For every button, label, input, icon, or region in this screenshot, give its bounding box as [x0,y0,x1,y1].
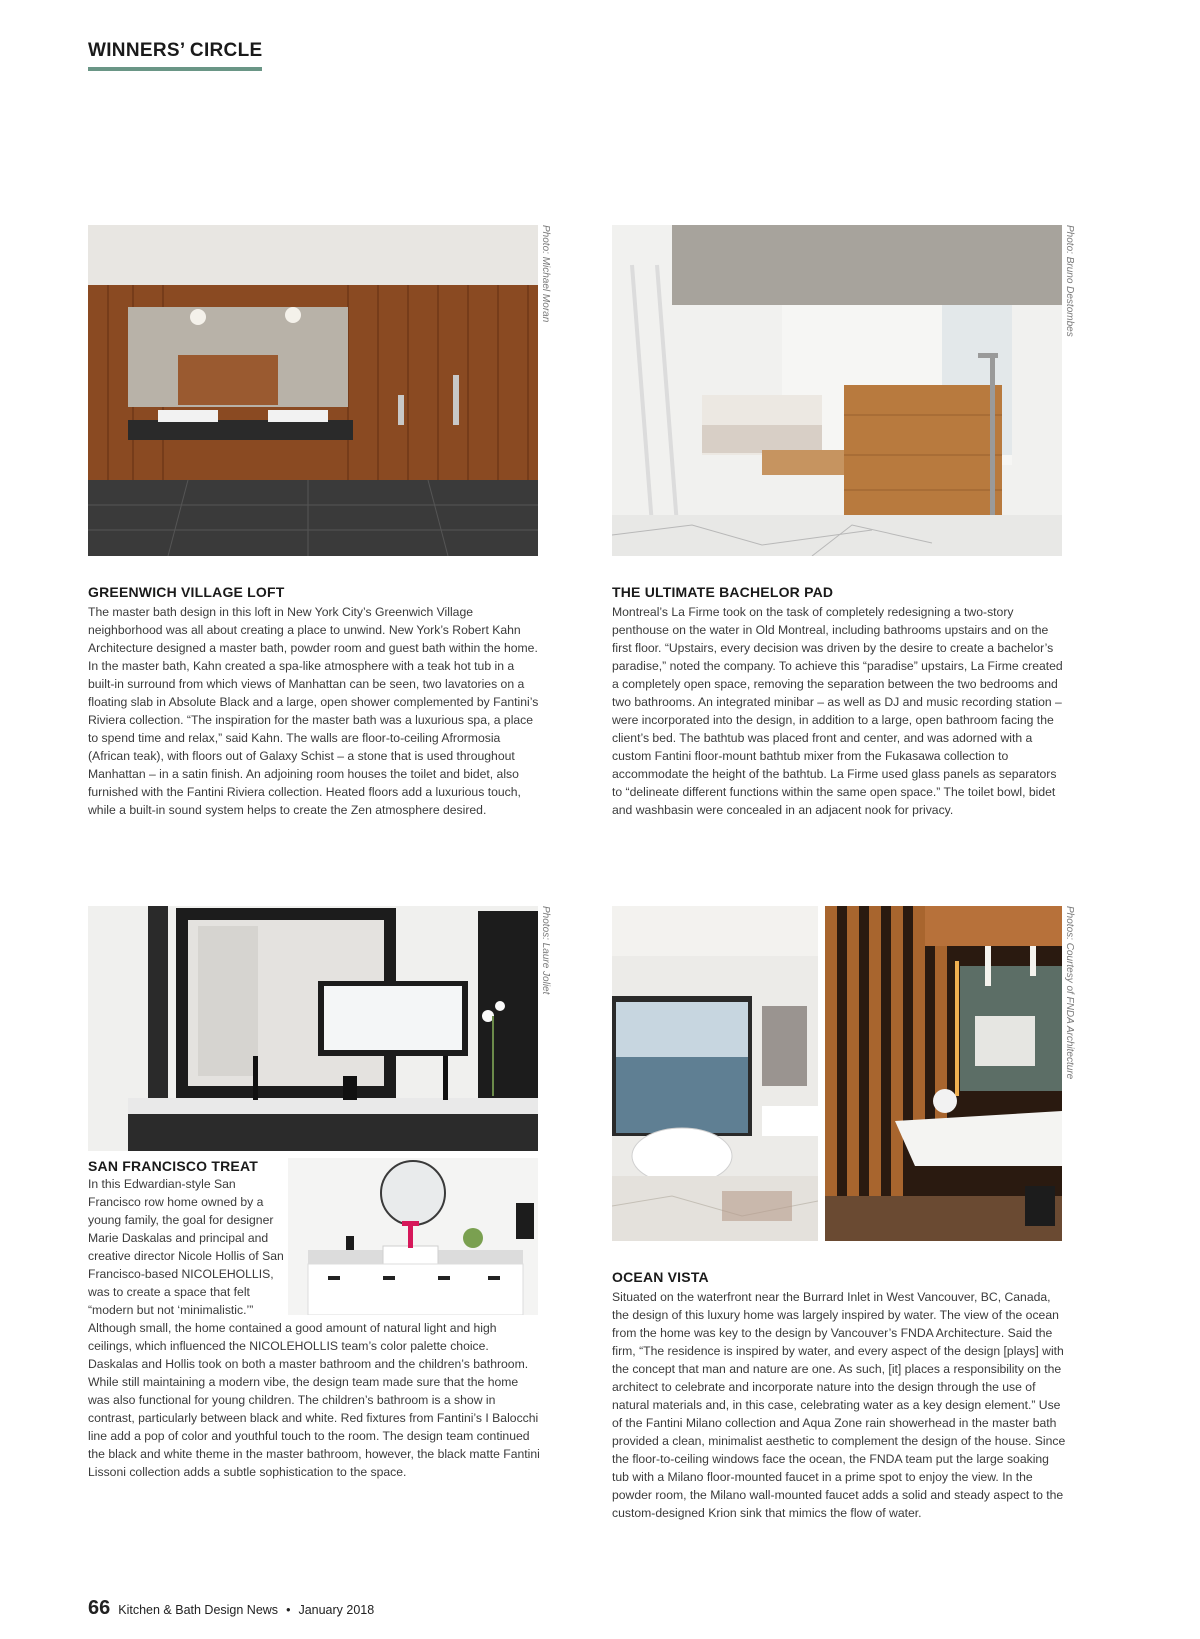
inset-photo-spacer [290,1158,542,1318]
photo-credit: Photos: Laure Joliet [540,906,551,995]
greenwich-loft-photo [88,225,538,556]
publication-name: Kitchen & Bath Design News [118,1603,279,1617]
ocean-vista-powder-room-photo [825,906,1062,1241]
photo-credit: Photo: Michael Moran [540,225,551,323]
footer-separator: • [286,1603,291,1617]
article-body: In this Edwardian-style San Francisco row home owned by a young family, the goal for designer Marie Daskalas and principal and creative director Nicole Hollis of San Francisco-based NICOLEHOLLIS, was to create a space that felt “modern but not ‘minimalistic.’” Although small, the home contained a good amount of natural light and high ceilings, which influenced the NICOLEHOLLIS team’s color palette choice. Daskalas and Hollis took on both a master bathroom and the children’s bathroom. While still maintaining a modern vibe, the design team made sure that the home was also functional for young children. The children’s bathroom is a show in contrast, particularly between black and white. Red fixtures from Fantini’s I Balocchi line add a pop of color and youthful touch to the room. The design team continued the black and white theme in the master bathroom, however, the black matte Fantini Lissoni collection adds a subtle sophistication to the space. [88,1177,540,1479]
article-title: GREENWICH VILLAGE LOFT [88,584,285,600]
ocean-vista-tub-photo [612,906,818,1241]
sf-article [88,1158,542,1481]
article-title: SAN FRANCISCO TREAT [88,1158,258,1174]
sf-master-bath-photo [88,906,538,1151]
article-body: Montreal’s La Firme took on the task of completely redesigning a two-story penthouse on the water in Old Montreal, including bathrooms upstairs and on the first floor. “Upstairs, every decision was driven by the desire to create a bachelor’s paradise,” noted the company. To achieve this “paradise” upstairs, La Firme created a completely open space, removing the separation between the two bedrooms and two bathrooms. An integrated minibar – as well as DJ and music recording station – were incorporated into the design, in addition to a large, open bathroom facing the client’s bed. The bathtub was placed front and center, and was adorned with a custom Fantini floor-mount bathtub mixer from the Fukasawa collection to accommodate the height of the bathtub. La Firme used glass panels as separators to “delineate different functions within the same open space.” The toilet bowl, bidet and washbasin were concealed in an adjacent nook for privacy. [612,605,1063,817]
page-number: 66 [88,1597,111,1619]
article-title: THE ULTIMATE BACHELOR PAD [612,584,834,600]
photo-credit: Photo: Bruno Destombes [1064,225,1075,337]
page-footer [88,1597,374,1620]
article-body: Situated on the waterfront near the Burrard Inlet in West Vancouver, BC, Canada, the design of this luxury home was largely inspired by water. The view of the ocean from the home was key to the design by Vancouver’s FNDA Architecture. Said the firm, “The residence is inspired by water, and every aspect of the design [plays] with the concept that man and nature are one. As such, [it] places a responsibility on the architect to celebrate and incorporate nature into the design through the use of natural materials and, in this case, celebrating water as a key design element.” Use of the Fantini Milano collection and Aqua Zone rain showerhead in the master bath provided a clean, minimalist aesthetic to complement the design of the house. Since the floor-to-ceiling windows face the ocean, the FNDA team put the large soaking tub with a Milano floor-mounted faucet in a prime spot to enjoy the view. In the powder room, the Milano wall-mounted faucet adds a solid and steady aspect to the custom-designed Krion sink that mimics the flow of water. [612,1290,1066,1520]
article-title: OCEAN VISTA [612,1269,709,1285]
issue-date: January 2018 [298,1603,375,1617]
article-body: The master bath design in this loft in New York City’s Greenwich Village neighborhood was all about creating a place to unwind. New York’s Robert Kahn Architecture designed a master bath, powder room and guest bath within the home. In the master bath, Kahn created a spa-like atmosphere with a teak hot tub in a built-in surround from which views of Manhattan can be seen, two lavatories on a floating slab in Absolute Black and a large, open shower complemented by Fantini’s Riviera collection. “The inspiration for the master bath was a luxurious spa, a place to spend time and relax,” said Kahn. The walls are floor-to-ceiling Afrormosia (African teak), with floors out of Galaxy Schist – a stone that is used throughout Manhattan – in a satin finish. An adjoining room houses the toilet and bidet, also furnished with the Fantini Riviera collection. Heated floors add a luxurious touch, while a built-in sound system helps to create the Zen atmosphere desired. [88,605,539,817]
photo-credit: Photos: Courtesy of FNDA Architecture [1064,906,1075,1080]
bachelor-pad-photo [612,225,1062,556]
section-title: WINNERS’ CIRCLE [88,40,262,71]
